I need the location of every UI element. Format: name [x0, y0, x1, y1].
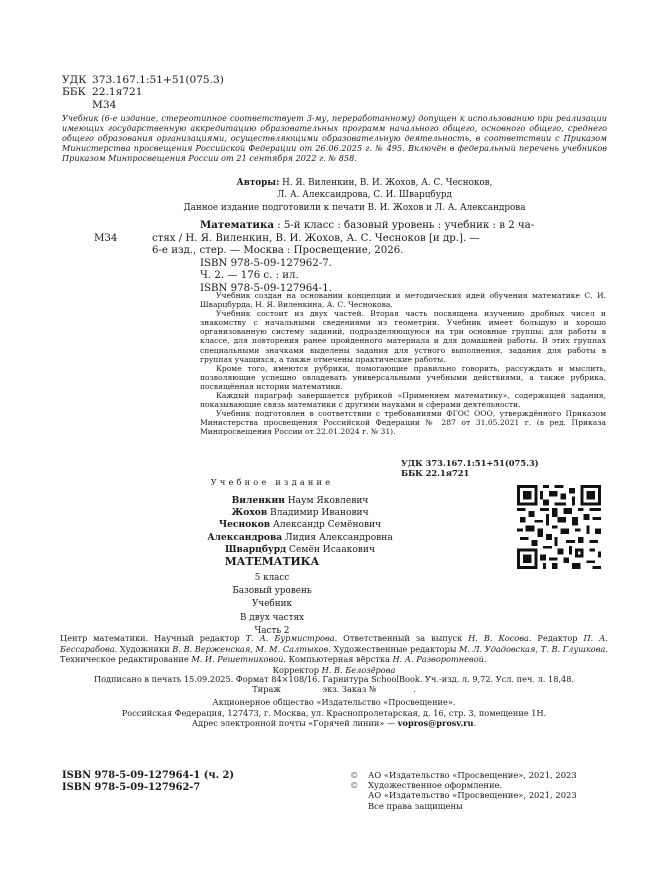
credit-label: . Художественные редакторы	[328, 643, 460, 654]
annotation	[200, 291, 606, 437]
publisher-info	[60, 697, 608, 729]
given-names: Наум Яковлевич	[284, 496, 369, 506]
annotation-paragraph: Кроме того, имеются рубрики, помогающие правильно говорить, рассуждать и мыслить, позволяющие успешно овладевать универсальными учебными действиями, а также рубрика, посвящённая истории математики.	[200, 363, 606, 391]
annotation-paragraph: Каждый параграф завершается рубрикой «Применяем математику», содержащей задания, показывающие связь математики с другими науками и сферами деятельности.	[200, 391, 606, 410]
copyright-line: Художественное оформление.	[368, 780, 503, 791]
credit-label: . Компьютерная вёрстка	[283, 654, 393, 664]
copyright-icon: ©	[350, 780, 359, 791]
annotation-paragraph: Учебник создан на основании концепции и методических идей обучения математике С. И. Шварцбурда, Н. Я. Виленкина, А. С. Чеснокова.	[200, 291, 606, 310]
surname: Чесноков	[218, 519, 271, 531]
bib-line: 6-е изд., стер. — Москва : Просвещение, 2026.	[152, 245, 404, 257]
author-full-names	[170, 495, 430, 556]
code-value: 373.167.1:51+51(075.3)	[92, 74, 224, 86]
credit-label: . Ответственный за выпуск	[334, 633, 469, 643]
credit-label: Корректор	[272, 664, 322, 675]
credit-label: . Техническое редактирование	[60, 643, 608, 664]
email-label: Адрес электронной почты «Горячей линии» —	[191, 718, 398, 729]
credit-name: Н. В. Белозёрова	[321, 664, 396, 675]
book-title: МАТЕМАТИКА	[224, 555, 320, 568]
code-key	[62, 99, 92, 111]
credit-label: . Художники	[114, 643, 173, 654]
copyright-line: АО «Издательство «Просвещение», 2021, 2023	[368, 770, 577, 780]
isbn-set: ISBN 978-5-09-127962-7	[62, 781, 201, 793]
editorial-credits	[60, 633, 608, 675]
title-block	[62, 555, 482, 638]
isbn-part: ISBN 978-5-09-127964-1 (ч. 2)	[62, 770, 235, 781]
classification-codes	[62, 74, 224, 111]
author-name	[170, 519, 430, 531]
bib-isbn: ISBN 978-5-09-127964-1.	[200, 282, 332, 294]
qr-code-icon	[517, 485, 601, 569]
code-key: ББК	[62, 86, 86, 99]
credit-name: В. В. Верженская, М. М. Салтыков	[172, 643, 329, 654]
annotation-paragraph: Учебник подготовлен в соответствии с требованиями ФГОС ООО, утверждённого Приказом Министерства просвещения Российской Федерации № 287 от 31.05.2021 г. (в ред. Приказа Минпросвещения России от 22.01.2024 г. № 31).	[200, 409, 606, 437]
grade: 5 класс	[254, 573, 290, 583]
given-names: Александр Семёнович	[270, 520, 382, 531]
authors	[62, 178, 607, 202]
classification-codes-repeat	[401, 459, 539, 479]
authors-line2: Л. А. Александрова, С. И. Шварцбурд	[277, 189, 452, 200]
copyright-icon: ©	[350, 770, 359, 780]
publisher-name: Акционерное общество «Издательство «Просвещение».	[212, 697, 456, 707]
surname: Виленкин	[231, 495, 285, 506]
udk-code	[62, 74, 224, 86]
credit-label: Центр математики. Научный редактор	[60, 633, 246, 643]
print-run: Тираж экз. Заказ № .	[252, 684, 416, 695]
bibliographic-record	[94, 219, 604, 296]
authors-line1: Н. Я. Виленкин, В. И. Жохов, А. С. Чесноков,	[279, 178, 493, 188]
print-specs: Подписано в печать 15.09.2025. Формат 84×108/16. Гарнитура SchoolBook. Уч.-изд. л. 9,72. Усл. печ. л. 18,48.	[93, 674, 575, 684]
code-value: М34	[92, 98, 117, 111]
given-names: Семён Исаакович	[286, 544, 375, 555]
given-names: Лидия Александровна	[282, 532, 393, 543]
edition-type: Учебное издание	[210, 477, 334, 487]
spacer	[350, 790, 368, 800]
surname: Шварцбурд	[225, 543, 287, 555]
part-number: Часть 2	[254, 625, 290, 636]
credit-label: . Редактор	[528, 633, 584, 643]
author-name	[170, 495, 430, 507]
bib-line: : 5-й класс : базовый уровень : учебник : в 2 ча-	[273, 220, 535, 231]
surname: Жохов	[231, 507, 268, 519]
bib-author-mark: М34	[94, 232, 118, 244]
surname: Александрова	[207, 531, 283, 543]
level: Базовый уровень	[232, 586, 312, 597]
credit-label: .	[483, 654, 487, 664]
bbk-code	[62, 86, 224, 98]
annotation-paragraph: Учебник состоит из двух частей. Вторая часть посвящена изучению дробных чисел и знакомству с начальными сведениями из геометрии. Учебник имеет большую и хорошо организованную систему заданий, подразделяющуюся на три основные группы: для работы в классе, для повторения ранее пройденного материала и для домашней работы. В этих группах специальными значками выделены задания для устного выполнения, задания для работы в группах учащихся, а также отмечены практические работы.	[200, 309, 606, 364]
copyright-line: АО «Издательство «Просвещение», 2021, 2023	[368, 790, 577, 801]
credit-name: М. Л. Удадовская, Т. В. Глушкова	[459, 643, 606, 654]
credit-name: Н. А. Разворотневой	[392, 654, 484, 664]
print-info	[60, 674, 608, 695]
bbk-code: ББК 22.1я721	[401, 467, 470, 478]
author-mark	[62, 99, 224, 111]
credit-name: Т. А. Бурмистрова	[245, 633, 335, 643]
spacer	[350, 801, 368, 811]
parts-count: В двух частях	[240, 612, 304, 623]
prepared-by: Данное издание подготовили к печати В. И. Жохов и Л. А. Александрова	[183, 203, 526, 213]
approval-notice: Учебник (6-е издание, стереотипное соответствует 3-му, переработанному) допущен к использованию при реализации имеющих государственную аккредитацию образовательных программ начального общего, основного общего, среднего общего образования организациями, осуществляющими образовательную деятельность, в соответствии с Приказом Министерства просвещения Российской Федерации от 26.06.2025 г. № 495. Включён в федеральный перечень учебников Приказом Минпросвещения России от 21 сентября 2022 г. № 858.	[62, 113, 607, 163]
bib-isbn: ISBN 978-5-09-127962-7.	[200, 257, 332, 269]
copyright	[350, 770, 610, 811]
rights-reserved: Все права защищены	[368, 800, 463, 811]
author-name	[170, 532, 430, 544]
bib-title: Математика	[200, 219, 274, 231]
book-type: Учебник	[252, 599, 292, 610]
code-value: 22.1я721	[92, 86, 143, 99]
given-names: Владимир Иванович	[267, 508, 369, 519]
hotline-email[interactable]: vopros@prosv.ru	[397, 718, 474, 729]
bib-line: стях / Н. Я. Виленкин, В. И. Жохов, А. С. Чесноков [и др.]. —	[152, 232, 480, 244]
credit-name: М. И. Решетниковой	[191, 654, 284, 664]
punctuation: .	[473, 718, 477, 729]
author-name	[170, 507, 430, 519]
bib-part: Ч. 2. — 176 с. : ил.	[200, 270, 299, 282]
credit-name: П. А. Бессарабова	[60, 633, 608, 654]
authors-label: Авторы:	[236, 178, 280, 188]
udk-code: УДК 373.167.1:51+51(075.3)	[401, 458, 539, 468]
publisher-address: Российская Федерация, 127473, г. Москва, ул. Краснопролетарская, д. 16, стр. 3, помещение 1Н.	[121, 707, 547, 718]
isbn-list	[62, 770, 234, 793]
code-key: УДК	[62, 74, 87, 86]
credit-name: Н. В. Косова	[468, 633, 529, 643]
